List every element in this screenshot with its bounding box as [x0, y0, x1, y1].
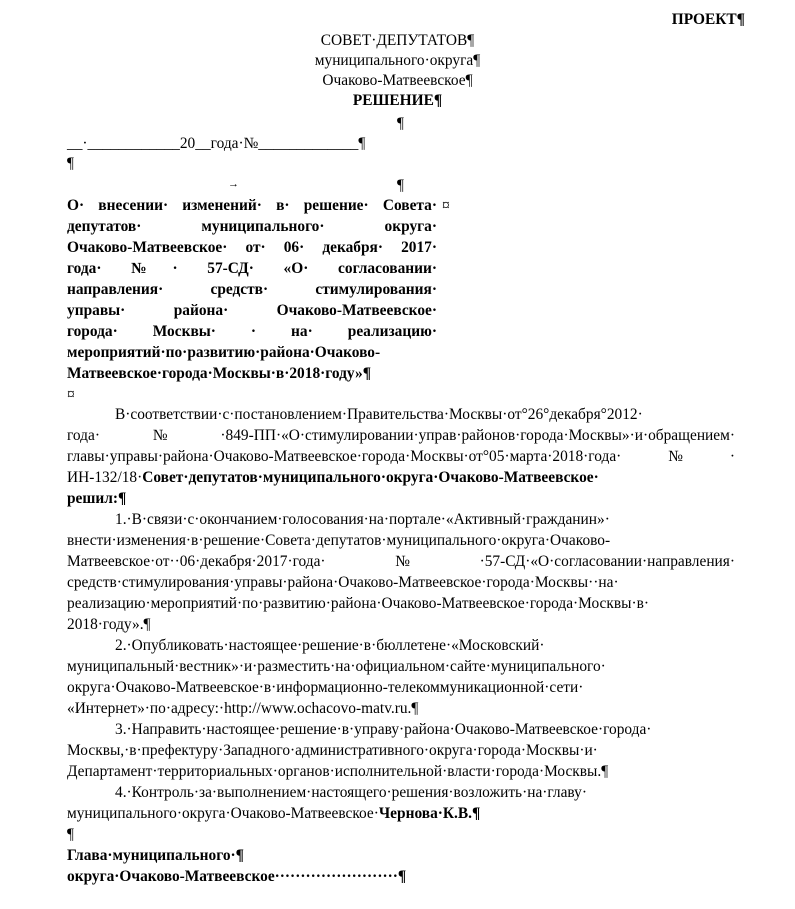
title-line: года· №· 57-СД· «О· согласовании· — [67, 260, 437, 277]
point-3-line: 3.·Направить·настоящее·решение·в·управу·района·Очаково-Матвеевское·города· — [115, 721, 652, 738]
point-2-line: 2.·Опубликовать·настоящее·решение·в·бюллетене·«Московский· — [115, 637, 545, 654]
head-name: Чернова·К.В.¶ — [378, 805, 481, 822]
point-1-line: Матвеевское·от··06·декабря·2017·года·№·57-СД·«О·согласовании·направления· — [67, 553, 735, 570]
council-decided: Совет·депутатов·муниципального·округа·Очаково-Матвеевское· — [142, 469, 599, 486]
date-number-line: __·____________20__года·№_____________¶ — [67, 135, 366, 152]
intro-line-with-bold — [67, 468, 735, 488]
signature-title-line2: округа·Очаково-Матвеевское························¶ — [67, 868, 407, 885]
header-decision: РЕШЕНИЕ¶ — [352, 92, 443, 109]
point-1-line: 2018·году».¶ — [67, 616, 151, 633]
point-3-line: Департамент·территориальных·органов·исполнительной·власти·города·Москвы.¶ — [67, 763, 609, 780]
cell-end-mark: ¤ — [442, 197, 450, 214]
point-2-line: муниципальный·вестник»·и·разместить·на·официальном·сайте·муниципального· — [67, 658, 606, 675]
decided-label: решил:¶ — [67, 490, 127, 507]
empty-paragraph: ¶ — [397, 177, 404, 194]
point-1-line: средств·стимулирования·управы·района·Очаково-Матвеевское·города·Москвы··на· — [67, 574, 619, 591]
title-line: Очаково-Матвеевское· от· 06· декабря· 2017· — [67, 239, 437, 256]
point-1-line: 1.·В·связи·с·окончанием·голосования·на·портале·«Активный·гражданин»· — [115, 511, 610, 528]
intro-line: года·№·849-ПП·«О·стимулировании·управ·районов·города·Москвы»·и·обращением· — [67, 427, 735, 444]
point-2-line: «Интернет»·по·адресу:·http://www.ochacovo-matv.ru.¶ — [67, 700, 419, 717]
point-2-line: округа·Очаково-Матвеевское·в·информационно-телекоммуникационной·сети· — [67, 679, 584, 696]
empty-paragraph: ¶ — [67, 155, 74, 172]
point-4-text: муниципального·округа·Очаково-Матвеевское· — [67, 805, 379, 822]
point-1-line: внести·изменения·в·решение·Совета·депутатов·муниципального·округа·Очаково- — [67, 532, 611, 549]
draft-mark: ПРОЕКТ¶ — [671, 11, 745, 28]
intro-line: главы·управы·района·Очаково-Матвеевское·города·Москвы·от°05·марта·2018·года·№· — [67, 448, 735, 465]
empty-paragraph: ¶ — [67, 826, 74, 843]
header-municipal: муниципального·округа¶ — [314, 52, 481, 69]
empty-paragraph: ¶ — [397, 115, 404, 132]
intro-line: ИН-132/18· — [67, 469, 143, 486]
title-line: города· Москвы· · на· реализацию· — [67, 323, 437, 340]
title-line: депутатов· муниципального· округа· — [67, 218, 437, 235]
point-4-line: 4.·Контроль·за·выполнением·настоящего·решения·возложить·на·главу· — [115, 784, 587, 801]
tab-arrow-icon: → — [228, 178, 239, 190]
cell-end-mark: ¤ — [67, 386, 75, 403]
title-line: О· внесении· изменений· в· решение· Совета· — [67, 197, 437, 214]
header-district: Очаково-Матвеевское¶ — [322, 72, 473, 89]
title-line: Матвеевское·города·Москвы·в·2018·году»¶ — [67, 365, 372, 382]
title-line: направления· средств· стимулирования· — [67, 281, 437, 298]
title-line: мероприятий·по·развитию·района·Очаково- — [67, 344, 381, 361]
header-council: СОВЕТ·ДЕПУТАТОВ¶ — [320, 32, 475, 49]
point-1-line: реализацию·мероприятий·по·развитию·района·Очаково-Матвеевское·города·Москвы·в· — [67, 595, 649, 612]
title-line: управы· района· Очаково-Матвеевское· — [67, 302, 437, 319]
intro-line: В·соответствии·с·постановлением·Правительства·Москвы·от°26°декабря°2012· — [115, 406, 643, 423]
point-4-line — [67, 804, 480, 824]
signature-title-line1: Глава·муниципального·¶ — [67, 847, 244, 864]
point-3-line: Москвы,·в·префектуру·Западного·административного·округа·города·Москвы·и· — [67, 742, 598, 759]
